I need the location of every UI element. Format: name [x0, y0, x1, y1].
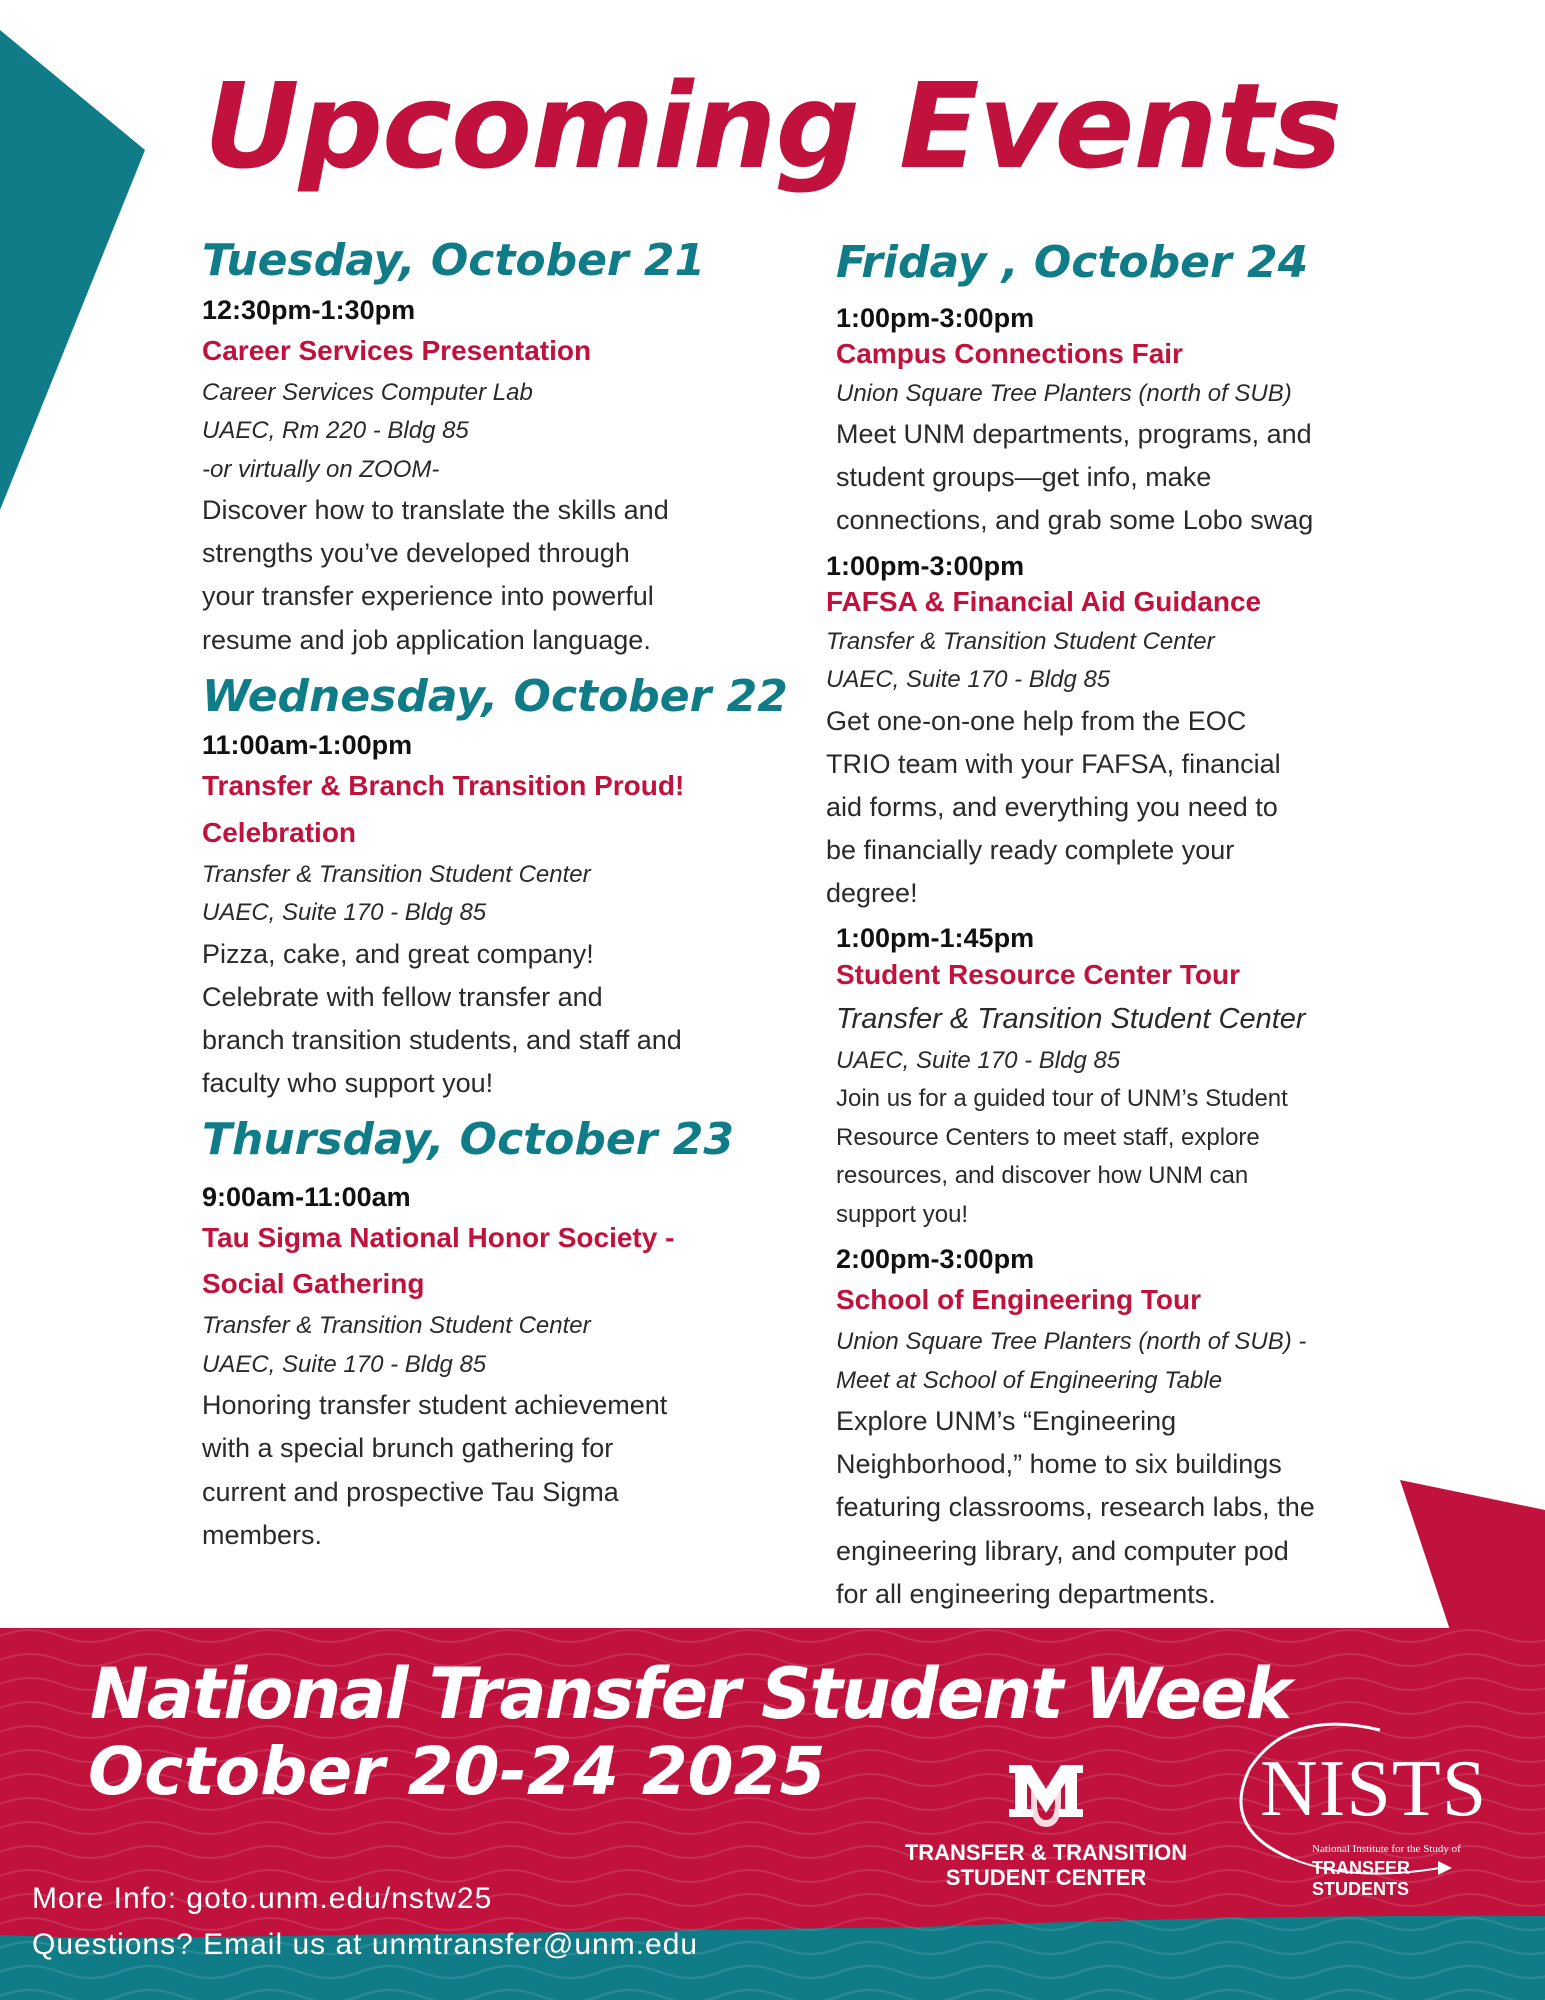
- event-location: UAEC, Suite 170 - Bldg 85: [202, 899, 487, 927]
- day-heading: Friday , October 24: [836, 237, 1309, 288]
- more-info-link[interactable]: More Info: goto.unm.edu/nstw25: [32, 1882, 493, 1915]
- event-description: Neighborhood,” home to six buildings: [836, 1449, 1282, 1480]
- event-time: 11:00am-1:00pm: [202, 730, 413, 761]
- unm-monogram-icon: [1001, 1757, 1091, 1835]
- event-location: UAEC, Suite 170 - Bldg 85: [836, 1046, 1121, 1074]
- event-resource-tour: [836, 921, 1406, 1233]
- event-description: support you!: [836, 1200, 969, 1228]
- event-location: Meet at School of Engineering Table: [836, 1366, 1223, 1394]
- day-wednesday: [202, 672, 802, 1106]
- event-description: Explore UNM’s “Engineering: [836, 1405, 1177, 1436]
- event-title: Career Services Presentation: [202, 334, 592, 366]
- event-time: 12:30pm-1:30pm: [202, 294, 416, 325]
- day-tuesday: [202, 236, 802, 662]
- event-description: be financially ready complete your: [826, 835, 1235, 866]
- event-description: for all engineering departments.: [836, 1578, 1216, 1609]
- event-description: Pizza, cake, and great company!: [202, 938, 594, 969]
- event-time: 2:00pm-3:00pm: [836, 1243, 1035, 1274]
- event-description: current and prospective Tau Sigma: [202, 1476, 619, 1507]
- event-title-line2: Celebration: [202, 816, 357, 848]
- event-description: members.: [202, 1519, 323, 1550]
- day-heading: Tuesday, October 21: [202, 235, 706, 286]
- left-column: [202, 236, 802, 1557]
- event-description: connections, and grab some Lobo swag: [836, 505, 1314, 536]
- event-description: Celebrate with fellow transfer and: [202, 981, 603, 1012]
- event-location: Transfer & Transition Student Center: [826, 627, 1215, 655]
- event-description: Join us for a guided tour of UNM’s Student: [836, 1085, 1288, 1113]
- event-title: School of Engineering Tour: [836, 1283, 1202, 1315]
- day-heading: Thursday, October 23: [202, 1114, 735, 1166]
- event-description: strengths you’ve developed through: [202, 538, 630, 569]
- nists-logo: [1210, 1718, 1510, 1899]
- day-heading: Wednesday, October 22: [202, 670, 788, 722]
- event-description: student groups—get info, make: [836, 462, 1212, 493]
- event-description: resources, and discover how UNM can: [836, 1162, 1249, 1190]
- event-location: Career Services Computer Lab: [202, 378, 533, 406]
- event-location: UAEC, Suite 170 - Bldg 85: [826, 666, 1111, 694]
- day-thursday: [202, 1115, 802, 1557]
- unm-caption-line2: STUDENT CENTER: [945, 1865, 1147, 1891]
- event-title: FAFSA & Financial Aid Guidance: [826, 585, 1262, 617]
- event-description: branch transition students, and staff and: [202, 1025, 682, 1056]
- event-engineering-tour: [836, 1242, 1406, 1616]
- event-description: engineering library, and computer pod: [836, 1535, 1289, 1566]
- banner-title: National Transfer Student Week: [90, 1653, 1291, 1735]
- event-title: Campus Connections Fair: [836, 337, 1183, 369]
- event-description: aid forms, and everything you need to: [826, 791, 1278, 822]
- event-location: -or virtually on ZOOM-: [202, 455, 440, 483]
- banner-dates: October 20-24 2025: [88, 1733, 826, 1810]
- right-column: [826, 237, 1406, 1616]
- nists-subtitle: National Institute for the Study of: [1312, 1843, 1461, 1855]
- event-location: Union Square Tree Planters (north of SUB): [836, 379, 1292, 407]
- event-fafsa: [826, 549, 1406, 916]
- unm-caption-line1: TRANSFER & TRANSITION: [904, 1840, 1188, 1865]
- event-location: Transfer & Transition Student Center: [836, 1002, 1306, 1035]
- event-time: 1:00pm-3:00pm: [836, 302, 1035, 333]
- event-description: Resource Centers to meet staff, explore: [836, 1123, 1260, 1151]
- event-location: Transfer & Transition Student Center: [202, 860, 591, 888]
- event-description: TRIO team with your FAFSA, financial: [826, 748, 1281, 779]
- page-title: Upcoming Events: [203, 57, 1342, 195]
- unm-logo: [876, 1757, 1216, 1891]
- event-description: your transfer experience into powerful: [202, 581, 654, 612]
- event-title: Transfer & Branch Transition Proud!: [202, 770, 685, 802]
- event-time: 9:00am-11:00am: [202, 1181, 411, 1212]
- event-title: Student Resource Center Tour: [836, 958, 1240, 990]
- event-title-line2: Social Gathering: [202, 1268, 425, 1300]
- event-campus-connections: [836, 301, 1406, 543]
- event-location: Union Square Tree Planters (north of SUB) -: [836, 1328, 1307, 1356]
- event-time: 1:00pm-3:00pm: [826, 550, 1025, 581]
- event-description: Get one-on-one help from the EOC: [826, 705, 1247, 736]
- event-description: featuring classrooms, research labs, the: [836, 1492, 1315, 1523]
- event-location: UAEC, Rm 220 - Bldg 85: [202, 417, 469, 445]
- event-description: Discover how to translate the skills and: [202, 495, 669, 526]
- event-description: degree!: [826, 878, 918, 909]
- event-description: Meet UNM departments, programs, and: [836, 419, 1312, 450]
- event-location: UAEC, Suite 170 - Bldg 85: [202, 1350, 487, 1378]
- nists-wordmark: NISTS: [1260, 1745, 1488, 1833]
- event-description: faculty who support you!: [202, 1068, 494, 1099]
- event-location: Transfer & Transition Student Center: [202, 1312, 591, 1340]
- questions-email[interactable]: Questions? Email us at unmtransfer@unm.edu: [32, 1928, 699, 1961]
- event-description: resume and job application language.: [202, 624, 651, 655]
- event-description: with a special brunch gathering for: [202, 1433, 614, 1464]
- event-time: 1:00pm-1:45pm: [836, 923, 1035, 954]
- nists-subtitle-2: TRANSFER STUDENTS: [1312, 1858, 1410, 1899]
- event-description: Honoring transfer student achievement: [202, 1390, 668, 1421]
- event-title: Tau Sigma National Honor Society -: [202, 1222, 675, 1254]
